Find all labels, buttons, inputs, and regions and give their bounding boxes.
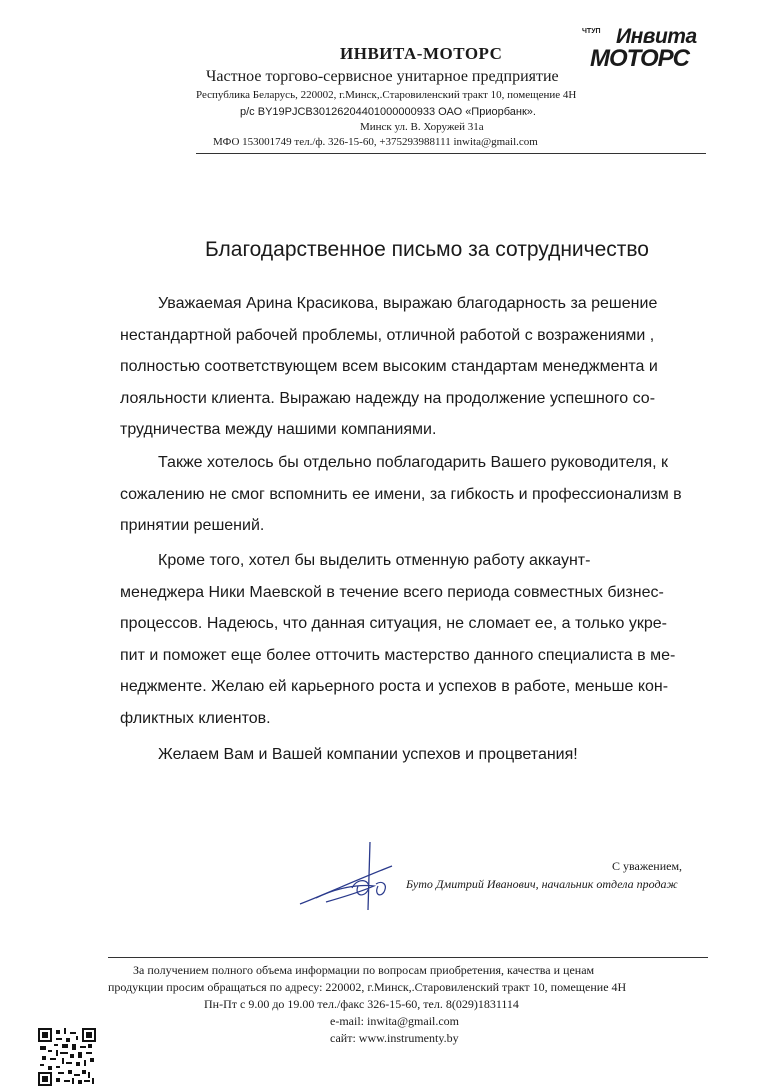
- text-line: Желаем Вам и Вашей компании успехов и процветания!: [158, 746, 578, 763]
- company-address: Республика Беларусь, 220002, г.Минск,.Старовиленский тракт 10, помещение 4Н: [196, 89, 577, 101]
- logo-line-2: МОТОРС: [590, 45, 690, 72]
- signature-drawing: [296, 840, 406, 912]
- letter-title: Благодарственное письмо за сотрудничество: [205, 238, 649, 261]
- text-line: фликтных клиентов.: [120, 709, 271, 727]
- text-line: нестандартной рабочей проблемы, отличной работой с возражениями ,: [120, 326, 655, 344]
- text-line: полностью соответствующем всем высоким стандартам менеджмента и: [120, 358, 658, 376]
- company-bank-account: р/с BY19PJCB30126204401000000933 ОАО «Приорбанк».: [240, 106, 536, 118]
- text-line: неджменте. Желаю ей карьерного роста и успехов в работе, меньше кон-: [120, 678, 669, 696]
- company-subtitle: Частное торгово-сервисное унитарное предприятие: [206, 68, 559, 85]
- text-line: процессов. Надеюсь, что данная ситуация, не сломает ее, а только укре-: [120, 615, 667, 633]
- signature-regards: С уважением,: [612, 859, 683, 873]
- letter-paragraph-1: [120, 288, 680, 446]
- qr-code-icon: [38, 1028, 96, 1086]
- footer-line-1: За получением полного объема информации по вопросам приобретения, качества и ценам: [133, 963, 595, 977]
- text-line: сожалению не смог вспомнить ее имени, за гибкость и профессионализм в: [120, 485, 682, 503]
- footer-site: сайт: www.instrumenty.by: [330, 1031, 459, 1045]
- text-line: Уважаемая Арина Красикова, выражаю благодарность за решение: [158, 295, 658, 312]
- company-city-address: Минск ул. В. Хоружей 31а: [360, 121, 484, 133]
- text-line: принятии решений.: [120, 517, 265, 535]
- header-divider: [196, 153, 706, 154]
- text-line: Кроме того, хотел бы выделить отменную работу аккаунт-: [158, 552, 591, 569]
- company-name: ИНВИТА-МОТОРС: [340, 44, 503, 63]
- text-line: трудничества между нашими компаниями.: [120, 421, 437, 439]
- footer-line-2: продукции просим обращаться по адресу: 220002, г.Минск,.Старовиленский тракт 10, помещение 4Н: [108, 980, 627, 994]
- footer-divider: [108, 957, 708, 958]
- logo-prefix: ЧТУП: [582, 28, 601, 35]
- letter-paragraph-4: [120, 739, 680, 771]
- logo-line-1: Инвита: [616, 25, 697, 48]
- footer-line-3: Пн-Пт с 9.00 до 19.00 тел./факс 326-15-60, тел. 8(029)1831114: [204, 997, 519, 1011]
- company-logo: [582, 26, 722, 72]
- text-line: Также хотелось бы отдельно поблагодарить Вашего руководителя, к: [158, 454, 669, 471]
- text-line: лояльности клиента. Выражаю надежду на продолжение успешного со-: [120, 389, 656, 407]
- signature-name: Буто Дмитрий Иванович, начальник отдела продаж: [406, 877, 678, 891]
- letter-paragraph-3: [120, 545, 680, 735]
- footer-email: e-mail: inwita@gmail.com: [330, 1014, 460, 1028]
- text-line: пит и поможет еще более отточить мастерство данного специалиста в ме-: [120, 646, 676, 664]
- letter-paragraph-2: [120, 447, 680, 542]
- text-line: менеджера Ники Маевской в течение всего периода совместных бизнес-: [120, 583, 664, 601]
- company-contacts: МФО 153001749 тел./ф. 326-15-60, +375293988111 inwita@gmail.com: [213, 136, 538, 148]
